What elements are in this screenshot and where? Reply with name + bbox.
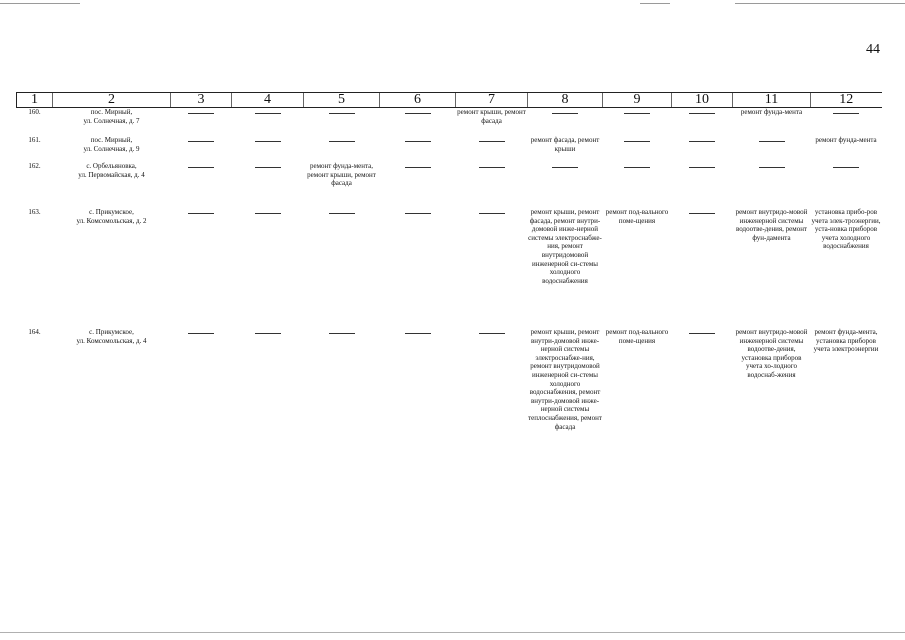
work-description: ремонт внутридо-мовой инженерной системы водоотве-дения, ремонт фун-дамента: [735, 208, 808, 242]
scan-artifact: [735, 3, 905, 4]
empty-cell: [304, 108, 380, 137]
empty-cell: [232, 208, 304, 328]
work-cell: [811, 136, 882, 162]
column-number-row: [17, 93, 882, 108]
address-line: пос. Мирный,: [90, 136, 133, 144]
dash-mark: [689, 213, 715, 214]
work-description: ремонт крыши, ремонт фасада: [457, 108, 526, 125]
address-line: ул. Первомайская, д. 4: [78, 170, 145, 179]
empty-cell: [603, 136, 672, 162]
empty-cell: [528, 108, 603, 137]
column-header: 1: [17, 93, 53, 108]
work-cell: [733, 328, 811, 478]
address-cell: [53, 136, 171, 162]
work-cell: [811, 208, 882, 328]
work-description: ремонт крыши, ремонт внутри-домовой инже-нерной системы электроснабже-ния, ремонт внутридомовой инженерной си-стемы холодного водоснабжения, ремонт внутри-домовой инже-нерной системы теплоснабжения, ремонт фасада: [528, 328, 602, 431]
work-description: ремонт фунда-мента: [740, 108, 803, 116]
dash-mark: [552, 113, 578, 114]
dash-mark: [329, 333, 355, 334]
dash-mark: [689, 167, 715, 168]
dash-mark: [188, 333, 214, 334]
work-description: ремонт фунда-мента: [815, 136, 877, 144]
empty-cell: [171, 328, 232, 478]
work-description: ремонт фунда-мента, установка приборов учета электроэнергии: [813, 328, 879, 354]
address-line: ул. Комсомольская, д. 2: [76, 216, 147, 225]
empty-cell: [171, 108, 232, 137]
dash-mark: [479, 213, 505, 214]
empty-cell: [171, 136, 232, 162]
column-header: 12: [811, 93, 882, 108]
address-line: с. Прикумское,: [89, 208, 134, 216]
empty-cell: [380, 136, 456, 162]
empty-cell: [811, 162, 882, 208]
table-row: [17, 162, 882, 208]
row-number: 164.: [28, 328, 41, 336]
empty-cell: [672, 136, 733, 162]
scan-artifact: [0, 632, 905, 633]
dash-mark: [689, 333, 715, 334]
dash-mark: [405, 141, 431, 142]
dash-mark: [188, 141, 214, 142]
work-cell: [528, 136, 603, 162]
empty-cell: [171, 162, 232, 208]
empty-cell: [380, 162, 456, 208]
empty-cell: [733, 162, 811, 208]
dash-mark: [833, 113, 859, 114]
table-row: [17, 208, 882, 328]
empty-cell: [456, 208, 528, 328]
dash-mark: [624, 167, 650, 168]
empty-cell: [456, 328, 528, 478]
dash-mark: [405, 213, 431, 214]
work-description: ремонт под-вального поме-щения: [605, 328, 669, 345]
empty-cell: [304, 208, 380, 328]
table-row: [17, 136, 882, 162]
empty-cell: [232, 328, 304, 478]
dash-mark: [188, 113, 214, 114]
dash-mark: [329, 213, 355, 214]
column-header: 10: [672, 93, 733, 108]
work-cell: [733, 108, 811, 137]
empty-cell: [672, 208, 733, 328]
dash-mark: [479, 141, 505, 142]
table-row: [17, 328, 882, 478]
address-cell: [53, 108, 171, 137]
address-cell: [53, 328, 171, 478]
empty-cell: [232, 136, 304, 162]
empty-cell: [380, 328, 456, 478]
empty-cell: [380, 208, 456, 328]
dash-mark: [479, 167, 505, 168]
work-cell: [456, 108, 528, 137]
dash-mark: [255, 213, 281, 214]
work-cell: [603, 328, 672, 478]
work-description: ремонт крыши, ремонт фасада, ремонт внутри-домовой инже-нерной системы электроснабже-ния, ремонт внутридомовой инженерной си-стемы холодного водоснабжения: [528, 208, 602, 285]
dash-mark: [329, 141, 355, 142]
dash-mark: [624, 141, 650, 142]
address-line: ул. Солнечная, д. 9: [83, 144, 140, 153]
address-cell: [53, 162, 171, 208]
address-line: пос. Мирный,: [90, 108, 133, 116]
address-line: ул. Солнечная, д. 7: [83, 116, 140, 125]
dash-mark: [624, 113, 650, 114]
work-description: ремонт фасада, ремонт крыши: [530, 136, 600, 153]
dash-mark: [255, 141, 281, 142]
empty-cell: [304, 328, 380, 478]
empty-cell: [232, 162, 304, 208]
empty-cell: [304, 136, 380, 162]
empty-cell: [733, 136, 811, 162]
dash-mark: [188, 167, 214, 168]
dash-mark: [329, 113, 355, 114]
empty-cell: [811, 108, 882, 137]
dash-mark: [759, 167, 785, 168]
dash-mark: [689, 141, 715, 142]
address-line: ул. Комсомольская, д. 4: [76, 336, 147, 345]
empty-cell: [232, 108, 304, 137]
work-description: ремонт под-вального поме-щения: [605, 208, 669, 225]
dash-mark: [479, 333, 505, 334]
column-header: 3: [171, 93, 232, 108]
scan-artifact: [0, 3, 80, 4]
row-number: 161.: [28, 136, 41, 144]
address-line: с. Прикумское,: [89, 328, 134, 336]
column-header: 9: [603, 93, 672, 108]
dash-mark: [689, 113, 715, 114]
empty-cell: [528, 162, 603, 208]
work-description: установка прибо-ров учета элек-троэнергии, уста-новка приборов учета холодного водоснабжения: [811, 208, 881, 251]
empty-cell: [380, 108, 456, 137]
empty-cell: [603, 108, 672, 137]
work-description: ремонт внутридо-мовой инженерной системы водоотве-дения, установка приборов учета хо-лодного водоснаб-жения: [735, 328, 808, 379]
dash-mark: [759, 141, 785, 142]
column-header: 7: [456, 93, 528, 108]
empty-cell: [456, 136, 528, 162]
empty-cell: [603, 162, 672, 208]
empty-cell: [171, 208, 232, 328]
scan-artifact: [640, 3, 670, 4]
column-header: 6: [380, 93, 456, 108]
column-header: 4: [232, 93, 304, 108]
column-header: 5: [304, 93, 380, 108]
work-cell: [304, 162, 380, 208]
work-cell: [603, 208, 672, 328]
dash-mark: [405, 333, 431, 334]
empty-cell: [672, 162, 733, 208]
row-number: 160.: [28, 108, 41, 116]
table-row: [17, 108, 882, 137]
column-header: 8: [528, 93, 603, 108]
dash-mark: [405, 167, 431, 168]
address-cell: [53, 208, 171, 328]
work-description: ремонт фунда-мента, ремонт крыши, ремонт фасада: [307, 162, 376, 188]
work-cell: [528, 328, 603, 478]
work-cell: [733, 208, 811, 328]
dash-mark: [255, 333, 281, 334]
empty-cell: [456, 162, 528, 208]
dash-mark: [255, 167, 281, 168]
empty-cell: [672, 328, 733, 478]
empty-cell: [672, 108, 733, 137]
column-header: 2: [53, 93, 171, 108]
column-header: 11: [733, 93, 811, 108]
page-number: 44: [866, 42, 880, 57]
dash-mark: [552, 167, 578, 168]
dash-mark: [833, 167, 859, 168]
repair-schedule-table: [16, 92, 882, 478]
row-number: 162.: [28, 162, 41, 170]
dash-mark: [188, 213, 214, 214]
work-cell: [528, 208, 603, 328]
work-cell: [811, 328, 882, 478]
address-line: с. Орбельяновка,: [86, 162, 137, 170]
dash-mark: [255, 113, 281, 114]
dash-mark: [405, 113, 431, 114]
row-number: 163.: [28, 208, 41, 216]
